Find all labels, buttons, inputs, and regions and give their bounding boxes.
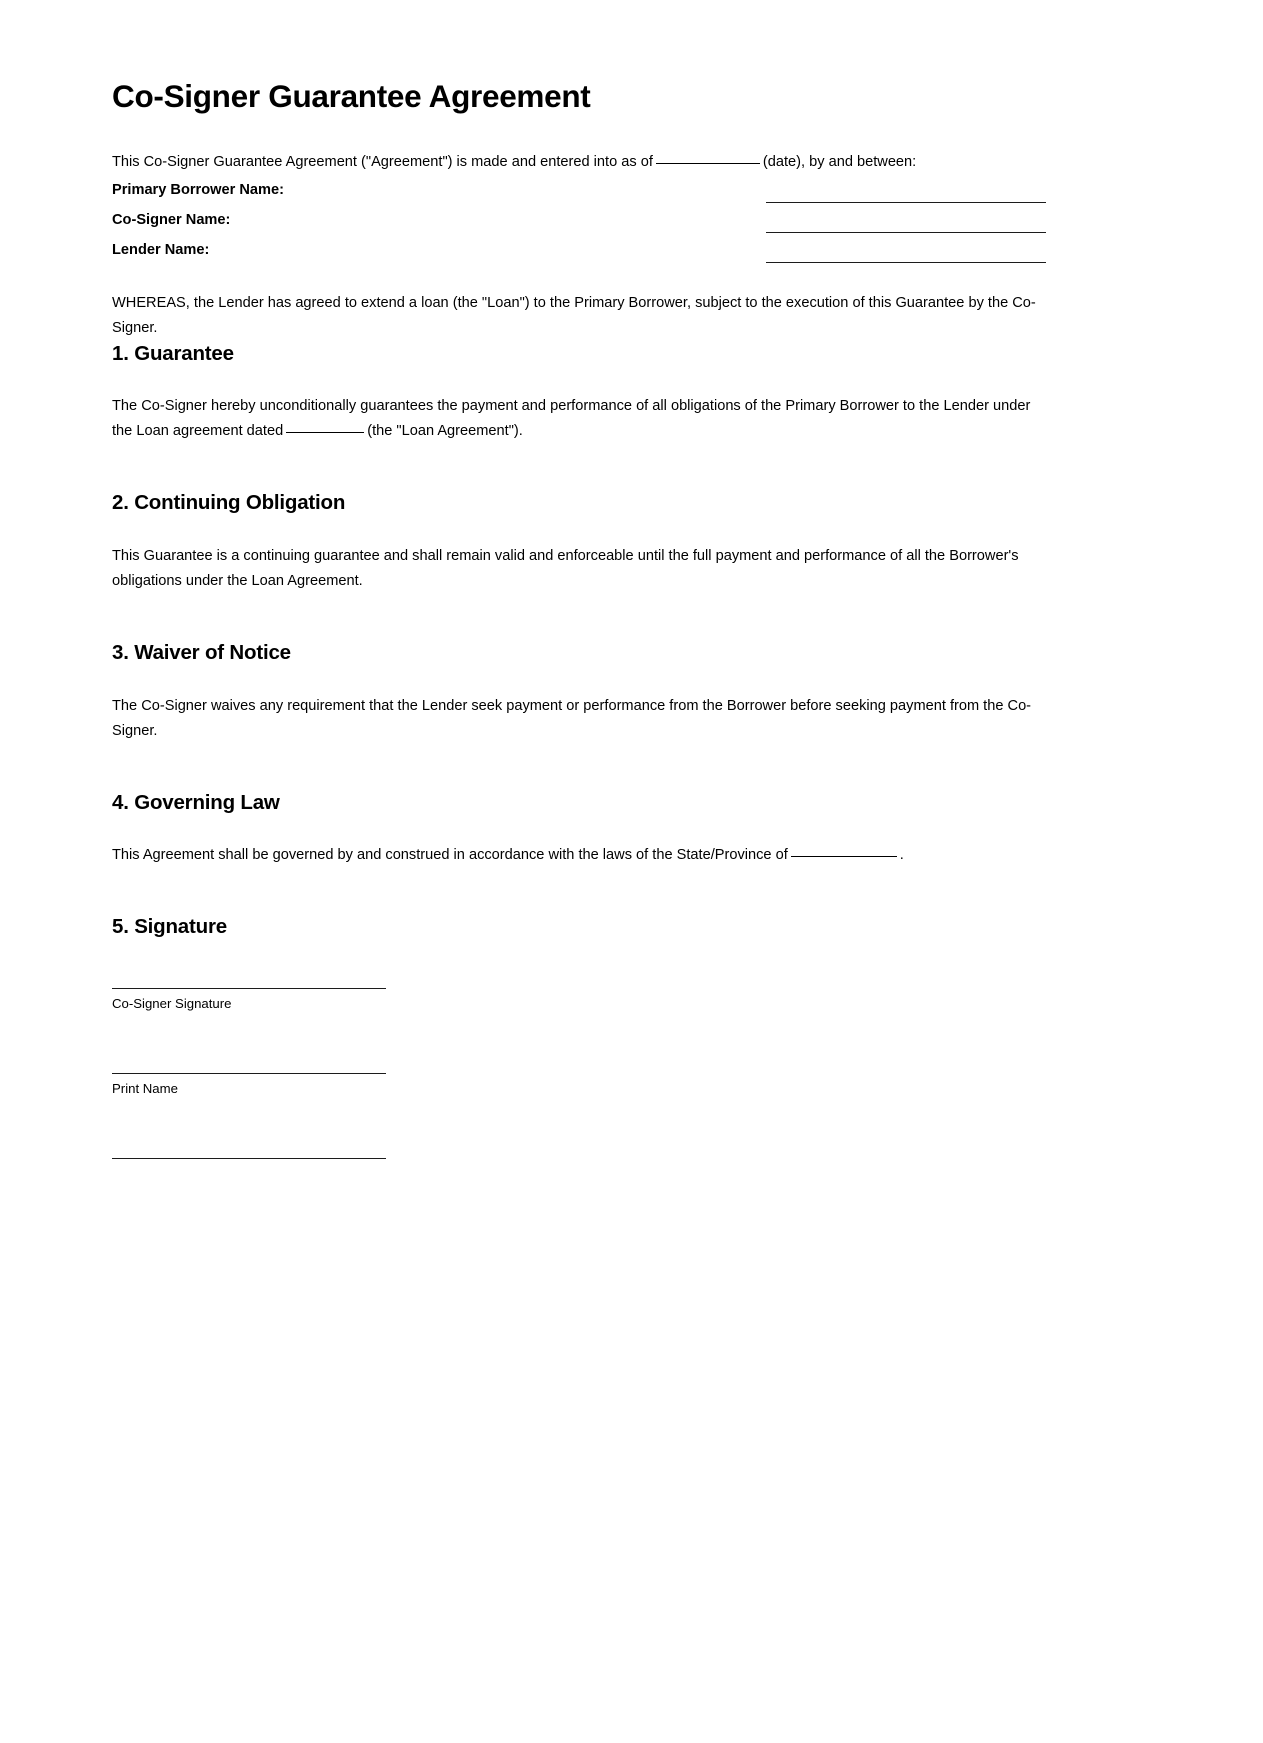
co-signer-signature-field[interactable] <box>112 988 386 989</box>
party-row-lender <box>112 235 1046 265</box>
party-row-co-signer <box>112 205 1046 235</box>
section-heading-guarantee: 1. Guarantee <box>112 341 234 365</box>
loan-agreement-date-blank-field[interactable] <box>286 432 364 433</box>
lender-name-label: Lender Name: <box>112 241 210 258</box>
intro-text-after-blank: (date), by and between: <box>762 153 917 170</box>
governing-law-text-before-blank: This Agreement shall be governed by and construed in accordance with the laws of the State/Province of <box>112 847 788 864</box>
state-province-blank-field[interactable] <box>791 856 897 857</box>
print-name-field[interactable] <box>112 1073 386 1074</box>
primary-borrower-name-field[interactable] <box>766 202 1046 203</box>
document-body <box>112 78 1046 1159</box>
primary-borrower-name-label: Primary Borrower Name: <box>112 181 284 198</box>
section-continuing-obligation <box>112 490 1046 594</box>
section-heading-continuing-obligation: 2. Continuing Obligation <box>112 491 346 515</box>
co-signer-signature-caption: Co-Signer Signature <box>112 995 232 1011</box>
page-title: Co-Signer Guarantee Agreement <box>112 78 591 114</box>
print-name-caption: Print Name <box>112 1080 178 1096</box>
co-signer-name-field[interactable] <box>766 232 1046 233</box>
third-signature-line-field[interactable] <box>112 1158 386 1159</box>
intro-paragraph <box>112 150 1046 175</box>
section-waiver-of-notice <box>112 640 1046 744</box>
date-blank-field[interactable] <box>656 163 760 164</box>
section-body-guarantee <box>112 394 1046 444</box>
section-guarantee <box>112 341 1046 445</box>
lender-name-field[interactable] <box>766 262 1046 263</box>
co-signer-name-label: Co-Signer Name: <box>112 211 231 228</box>
party-row-primary-borrower <box>112 175 1046 205</box>
guarantee-text-after-blank: (the "Loan Agreement"). <box>367 423 523 440</box>
signature-block <box>112 988 1046 1159</box>
party-names-block <box>112 175 1046 265</box>
section-body-waiver-of-notice: The Co-Signer waives any requirement that the Lender seek payment or performance from the Borrower before seeking payment from the Co-Signer. <box>112 697 1032 739</box>
section-heading-governing-law: 4. Governing Law <box>112 790 280 814</box>
section-heading-waiver-of-notice: 3. Waiver of Notice <box>112 641 291 665</box>
section-body-governing-law <box>112 843 1046 868</box>
whereas-paragraph: WHEREAS, the Lender has agreed to extend a loan (the "Loan") to the Primary Borrower, subject to the execution of this Guarantee by the Co-Signer. <box>112 294 1036 336</box>
governing-law-text-after-blank: . <box>899 847 904 864</box>
signature-group-print-name <box>112 1073 1046 1100</box>
section-governing-law <box>112 790 1046 869</box>
signature-group-third-line <box>112 1158 1046 1159</box>
intro-text-before-blank: This Co-Signer Guarantee Agreement ("Agreement") is made and entered into as of <box>112 153 653 170</box>
section-signature <box>112 914 1046 1159</box>
section-heading-signature: 5. Signature <box>112 915 227 939</box>
section-body-continuing-obligation: This Guarantee is a continuing guarantee and shall remain valid and enforceable until the full payment and performance of all the Borrower's obligations under the Loan Agreement. <box>112 548 1019 590</box>
guarantee-text-before-blank: The Co-Signer hereby unconditionally guarantees the payment and performance of all obligations of the Primary Borrower to the Lender under the Loan agreement dated <box>112 398 1031 440</box>
signature-group-co-signer-signature <box>112 988 1046 1015</box>
